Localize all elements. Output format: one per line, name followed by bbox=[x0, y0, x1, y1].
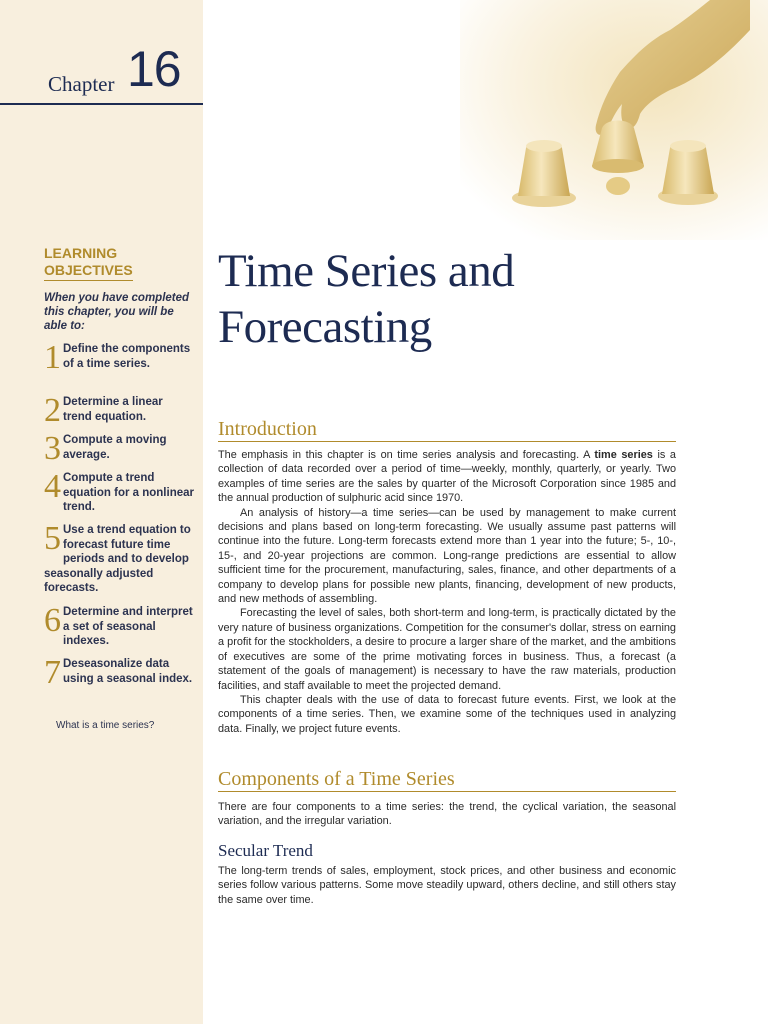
lo-heading-line1: LEARNING bbox=[44, 245, 118, 261]
objective-number: 3 bbox=[44, 430, 61, 467]
objective-6 bbox=[44, 602, 194, 649]
intro-paragraph-4: This chapter deals with the use of data to forecast future events. First, we look at the components of a time series. Then, we examine some of the techniques used in analyzing data. Finally, we project future events. bbox=[218, 693, 676, 735]
objective-text: Compute a trend equation for a nonlinear trend. bbox=[63, 472, 194, 513]
intro-paragraph-2: An analysis of history—a time series—can be used by management to make current decisions and plans based on long-term forecasting. We usually assume past patterns will continue into the future. Long-term forecasts extend more than 1 year into the future; 5-, 10-, 15-, and 20-year projections are common. Long-range predictions are essential to allow sufficient time for the procurement, manufacturing, sales, finance, and other departments of a company to develop plans for possible new plants, financing, development of new products, and new methods of assembling. bbox=[218, 506, 676, 606]
intro-paragraph-3: Forecasting the level of sales, both short-term and long-term, is practically dictated by the very nature of business organizations. Competition for the consumer's dollar, stress on earning a profit for the stockholders, a desire to procure a larger share of the market, and the ambitions of executives are some of the prime motivating forces in business. Thus, a forecast (a statement of the goals of management) is necessary to have the raw materials, production facilities, and staff available to meet the projected demand. bbox=[218, 607, 676, 692]
objective-7 bbox=[44, 654, 194, 691]
components-heading: Components of a Time Series bbox=[218, 768, 455, 790]
objective-1 bbox=[44, 339, 194, 376]
intro-p1-after: is a collection of data recorded over a period of time—weekly, monthly, quarterly, or yearly. Two examples of time series are the sales by quarter of the Microsoft Corporation since 1985 and the annual production of sulphuric acid since 1970. bbox=[218, 449, 676, 505]
objective-text: Determine a linear trend equation. bbox=[63, 396, 163, 423]
objective-number: 1 bbox=[44, 339, 61, 376]
intro-paragraph-1 bbox=[218, 448, 676, 506]
intro-p1-term: time series bbox=[594, 449, 653, 461]
intro-p1-before: The emphasis in this chapter is on time series analysis and forecasting. A bbox=[218, 449, 595, 461]
components-rule bbox=[218, 791, 676, 792]
objective-number: 4 bbox=[44, 468, 61, 505]
objective-number: 2 bbox=[44, 392, 61, 429]
sidebar-question: What is a time series? bbox=[56, 720, 155, 731]
introduction-body bbox=[218, 448, 676, 736]
objective-text: Determine and interpret a set of seasonal indexes. bbox=[63, 606, 193, 647]
introduction-heading: Introduction bbox=[218, 418, 317, 440]
page-title bbox=[218, 243, 514, 355]
chapter-label: Chapter bbox=[48, 72, 115, 96]
chapter-rule bbox=[0, 103, 203, 105]
objective-text: Deseasonalize data using a seasonal index. bbox=[63, 658, 193, 685]
secular-trend-heading: Secular Trend bbox=[218, 841, 313, 860]
objective-number: 6 bbox=[44, 602, 61, 639]
objective-text: Compute a moving average. bbox=[63, 434, 167, 461]
objective-5 bbox=[44, 520, 194, 596]
chapter-number: 16 bbox=[127, 41, 181, 97]
introduction-rule bbox=[218, 441, 676, 442]
objective-4 bbox=[44, 468, 194, 515]
title-line2: Forecasting bbox=[218, 301, 432, 353]
objective-2 bbox=[44, 392, 194, 429]
learning-objectives-intro: When you have completed this chapter, you will be able to: bbox=[44, 292, 190, 332]
objective-3 bbox=[44, 430, 194, 467]
title-line1: Time Series and bbox=[218, 245, 515, 297]
objective-text: Use a trend equation to forecast future time periods and to develop seasonally adjusted forecasts. bbox=[44, 524, 191, 594]
hero-illustration bbox=[460, 0, 768, 240]
secular-trend-body: The long-term trends of sales, employment, stock prices, and other business and economic series follow various patterns. Some move steadily upward, others decline, and still others stay the same over time. bbox=[218, 865, 676, 906]
learning-objectives-heading bbox=[44, 245, 164, 281]
objective-number: 7 bbox=[44, 654, 61, 691]
objective-text: Define the components of a time series. bbox=[63, 343, 191, 370]
lo-heading-line2: OBJECTIVES bbox=[44, 262, 133, 281]
components-body: There are four components to a time series: the trend, the cyclical variation, the seasonal variation, and the irregular variation. bbox=[218, 801, 676, 828]
objective-number: 5 bbox=[44, 520, 61, 557]
